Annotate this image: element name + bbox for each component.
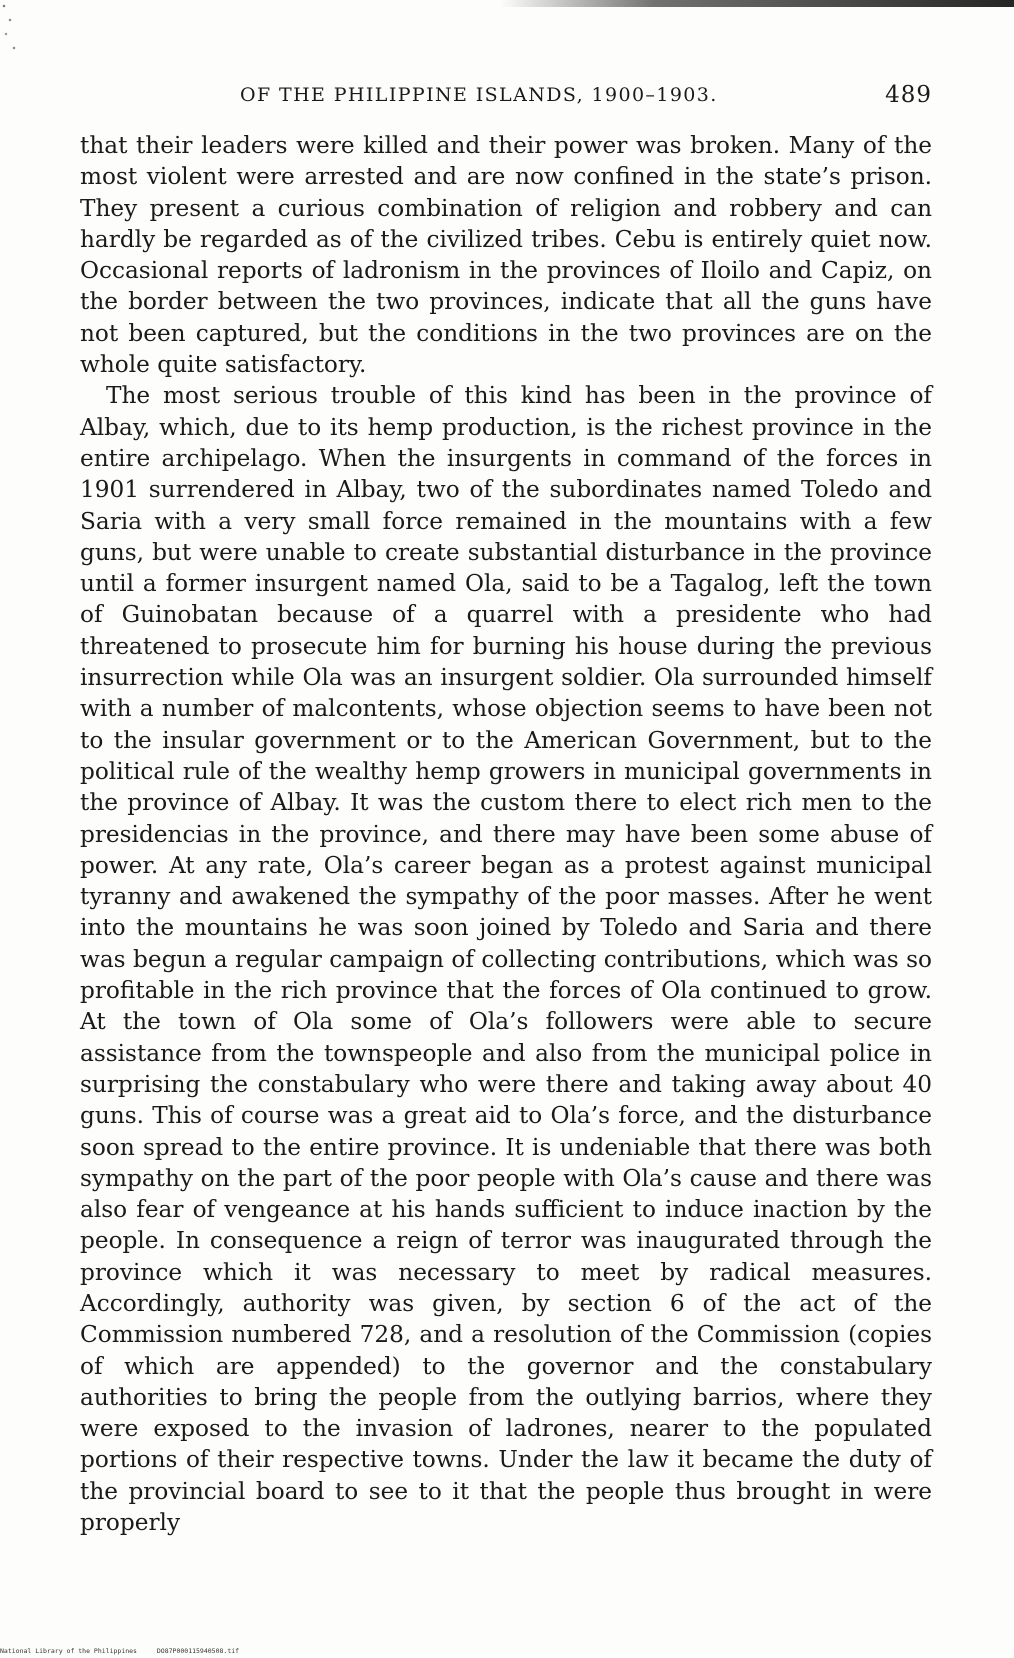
body-text [80,130,932,1538]
paragraph-albay: The most serious trouble of this kind has been in the province of Albay, which, due to its hemp production, is the richest province in the entire archipelago. When the insurgents in command of the forces in 1901 surrendered in Albay, two of the subordinates named Toledo and Saria with a very small force remained in the mountains with a few guns, but were unable to create substantial disturbance in the province until a former insurgent named Ola, said to be a Tagalog, left the town of Guinobatan because of a quarrel with a presidente who had threatened to prosecute him for burning his house during the previous insurrection while Ola was an insurgent soldier. Ola surrounded himself with a number of malcontents, whose objection seems to have been not to the insular government or to the American Government, but to the political rule of the wealthy hemp growers in municipal governments in the province of Albay. It was the custom there to elect rich men to the presidencias in the province, and there may have been some abuse of power. At any rate, Ola’s career began as a protest against municipal tyranny and awakened the sympathy of the poor masses. After he went into the mountains he was soon joined by Toledo and Saria and there was begun a regular campaign of collecting contributions, which was so profitable in the rich province that the forces of Ola continued to grow. At the town of Ola some of Ola’s followers were able to secure assistance from the townspeople and also from the municipal police in surprising the constabulary who were there and taking away about 40 guns. This of course was a great aid to Ola’s force, and the disturbance soon spread to the entire province. It is undeniable that there was both sympathy on the part of the poor people with Ola’s cause and there was also fear of vengeance at his hands sufficient to induce inaction by the people. In consequence a reign of terror was inaugurated through the province which it was necessary to meet by radical measures. Accordingly, authority was given, by section 6 of the act of the Commission numbered 728, and a resolution of the Commission (copies of which are appended) to the governor and the constabulary authorities to bring the people from the outlying barrios, where they were exposed to the invasion of ladrones, nearer to the populated portions of their respective towns. Under the law it became the duty of the provincial board to see to it that the people thus brought in were properly [80,382,932,1537]
scan-specks [0,0,20,60]
page-header [80,82,932,112]
paragraph-continued: that their leaders were killed and their power was broken. Many of the most violent were arrested and are now confined in the state’s prison. They present a curious combination of religion and robbery and can hardly be regarded as of the civilized tribes. Cebu is entirely quiet now. Occasional reports of ladronism in the provinces of Iloilo and Capiz, on the border between the two provinces, indicate that all the guns have not been captured, but the conditions in the two provinces are on the whole quite satisfactory. [80,132,932,379]
running-head: OF THE PHILIPPINE ISLANDS, 1900–1903. [240,84,718,106]
scan-edge-shadow [500,0,1014,7]
scan-footer [0,1645,260,1657]
footer-file-id: DO87P000115940508.tif [156,1647,240,1655]
page-number: 489 [885,82,932,108]
footer-library: National Library of the Philippines [0,1647,137,1655]
